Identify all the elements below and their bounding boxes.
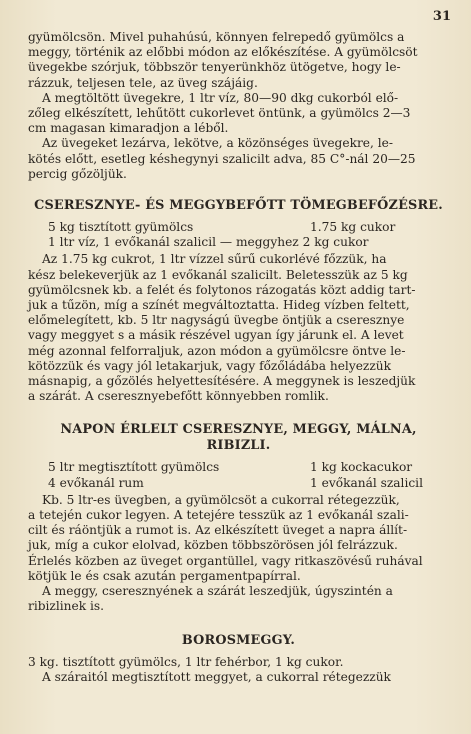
ingredient-row bbox=[28, 220, 449, 235]
recipe-title-line: NAPON ÉRLELT CSERESZNYE, MEGGY, MÁLNA, bbox=[60, 422, 417, 438]
ingredient: 4 evőkanál rum bbox=[48, 475, 144, 490]
recipe-title-napon-erlelt bbox=[28, 422, 449, 454]
text-line: kész belekeverjük az 1 evőkanál szalicilt. Beletesszük az 5 kg bbox=[28, 267, 408, 282]
intro-text bbox=[28, 30, 449, 182]
ingredient: 5 kg tisztított gyümölcs bbox=[48, 220, 194, 235]
text-line: gyümölcsön. Mivel puhahúsú, könnyen felrepedő gyümölcs a bbox=[28, 30, 405, 44]
text-line: gyümölcsnek kb. a felét és folytonos rázogatás közt addig tart- bbox=[28, 282, 416, 297]
ingredient-row bbox=[28, 476, 449, 491]
text-line: Az 1.75 kg cukrot, 1 ltr vízzel sűrű cukorlévé főzzük, ha bbox=[42, 252, 387, 267]
recipe-note-2 bbox=[28, 584, 449, 614]
text-line: A megtöltött üvegekre, 1 ltr víz, 80—90 dkg cukorból elő- bbox=[42, 90, 399, 105]
ingredients-list-1 bbox=[28, 220, 449, 250]
text-line: még azonnal felforraljuk, azon módon a gyümölcsre öntve le- bbox=[28, 343, 406, 358]
page-number: 31 bbox=[432, 9, 451, 24]
ingredient: 1 ltr víz, 1 evőkanál szalicil — meggyhez 2 kg cukor bbox=[48, 235, 369, 250]
text-line: percig gőzöljük. bbox=[28, 166, 127, 181]
text-line: vagy meggyet s a másik részével ugyan így járunk el. A levet bbox=[28, 328, 404, 343]
text-line: cm magasan kimaradjon a léből. bbox=[28, 121, 229, 136]
recipe-title-borosmeggy: BOROSMEGGY. bbox=[181, 632, 296, 648]
text-line: a szárát. A cseresznyebefőtt könnyebben romlik. bbox=[28, 389, 329, 404]
text-line: Az üvegeket lezárva, lekötve, a közönséges üvegekre, le- bbox=[42, 136, 393, 151]
recipe-body-2 bbox=[28, 493, 449, 584]
recipe-body-3 bbox=[28, 655, 449, 685]
text-line: Érlelés közben az üveget organtüllel, vagy ritkaszövésű ruhával bbox=[28, 553, 423, 568]
text-line: előmelegített, kb. 5 ltr nagyságú üvegbe öntjük a cseresznye bbox=[28, 313, 405, 328]
text-line: a tetején cukor legyen. A tetejére tesszük az 1 evőkanál szali- bbox=[28, 508, 409, 523]
recipe-title-line: RIBIZLI. bbox=[206, 438, 271, 454]
text-line: meggy, történik az előbbi módon az előkészítése. A gyümölcsöt bbox=[28, 45, 418, 60]
text-line: A száraitól megtisztított meggyet, a cukorral rétegezzük bbox=[42, 669, 391, 684]
ingredient-line: 3 kg. tisztított gyümölcs, 1 ltr fehérbor, 1 kg cukor. bbox=[28, 654, 344, 669]
text-line: rázzuk, teljesen tele, az üveg szájáig. bbox=[28, 75, 258, 90]
recipe-body-1 bbox=[28, 252, 449, 404]
text-line: másnapig, a gőzölés helyettesítésére. A meggynek is leszedjük bbox=[28, 374, 416, 389]
intro-paragraph-3 bbox=[28, 136, 449, 182]
text-line: ribizlinek is. bbox=[28, 599, 104, 614]
ingredient: 1.75 kg cukor bbox=[310, 220, 396, 235]
text-line: kötjük le és csak azután pergamentpapírral. bbox=[28, 568, 301, 583]
text-line: zőleg elkészített, lehűtött cukorlevet öntünk, a gyümölcs 2—3 bbox=[28, 106, 411, 121]
text-line: A meggy, cseresznyének a szárát leszedjük, úgyszintén a bbox=[42, 584, 393, 599]
text-line: kötözzük és vagy jól letakarjuk, vagy főzőládába helyezzük bbox=[28, 358, 391, 373]
ingredient: 1 kg kockacukor bbox=[310, 460, 413, 475]
ingredient: 1 evőkanál szalicil bbox=[310, 475, 423, 490]
text-line: kötés előtt, esetleg késhegynyi szalicilt adva, 85 C°-nál 20—25 bbox=[28, 151, 416, 166]
ingredients-list-2 bbox=[28, 460, 449, 490]
ingredient-row bbox=[28, 460, 449, 475]
text-line: cilt és ráöntjük a rumot is. Az elkészített üveget a napra állít- bbox=[28, 523, 408, 538]
text-line: juk, míg a cukor elolvad, közben többszörösen jól felrázzuk. bbox=[28, 538, 398, 553]
recipe-title-cseresznye-meggybefott: CSERESZNYE- ÉS MEGGYBEFŐTT TÖMEGBEFŐZÉSRE. bbox=[34, 198, 443, 214]
ingredient: 5 ltr megtisztított gyümölcs bbox=[48, 460, 220, 475]
text-line: juk a tűzön, míg a színét megváltoztatta. Hideg vízben feltett, bbox=[28, 298, 410, 313]
intro-paragraph-1 bbox=[28, 30, 449, 91]
text-line: Kb. 5 ltr-es üvegben, a gyümölcsöt a cukorral rétegezzük, bbox=[42, 492, 400, 507]
intro-paragraph-2 bbox=[28, 91, 449, 137]
ingredient-row bbox=[28, 235, 449, 250]
text-line: üvegekbe szórjuk, többször tenyerünkhöz ütögetve, hogy le- bbox=[28, 60, 401, 75]
